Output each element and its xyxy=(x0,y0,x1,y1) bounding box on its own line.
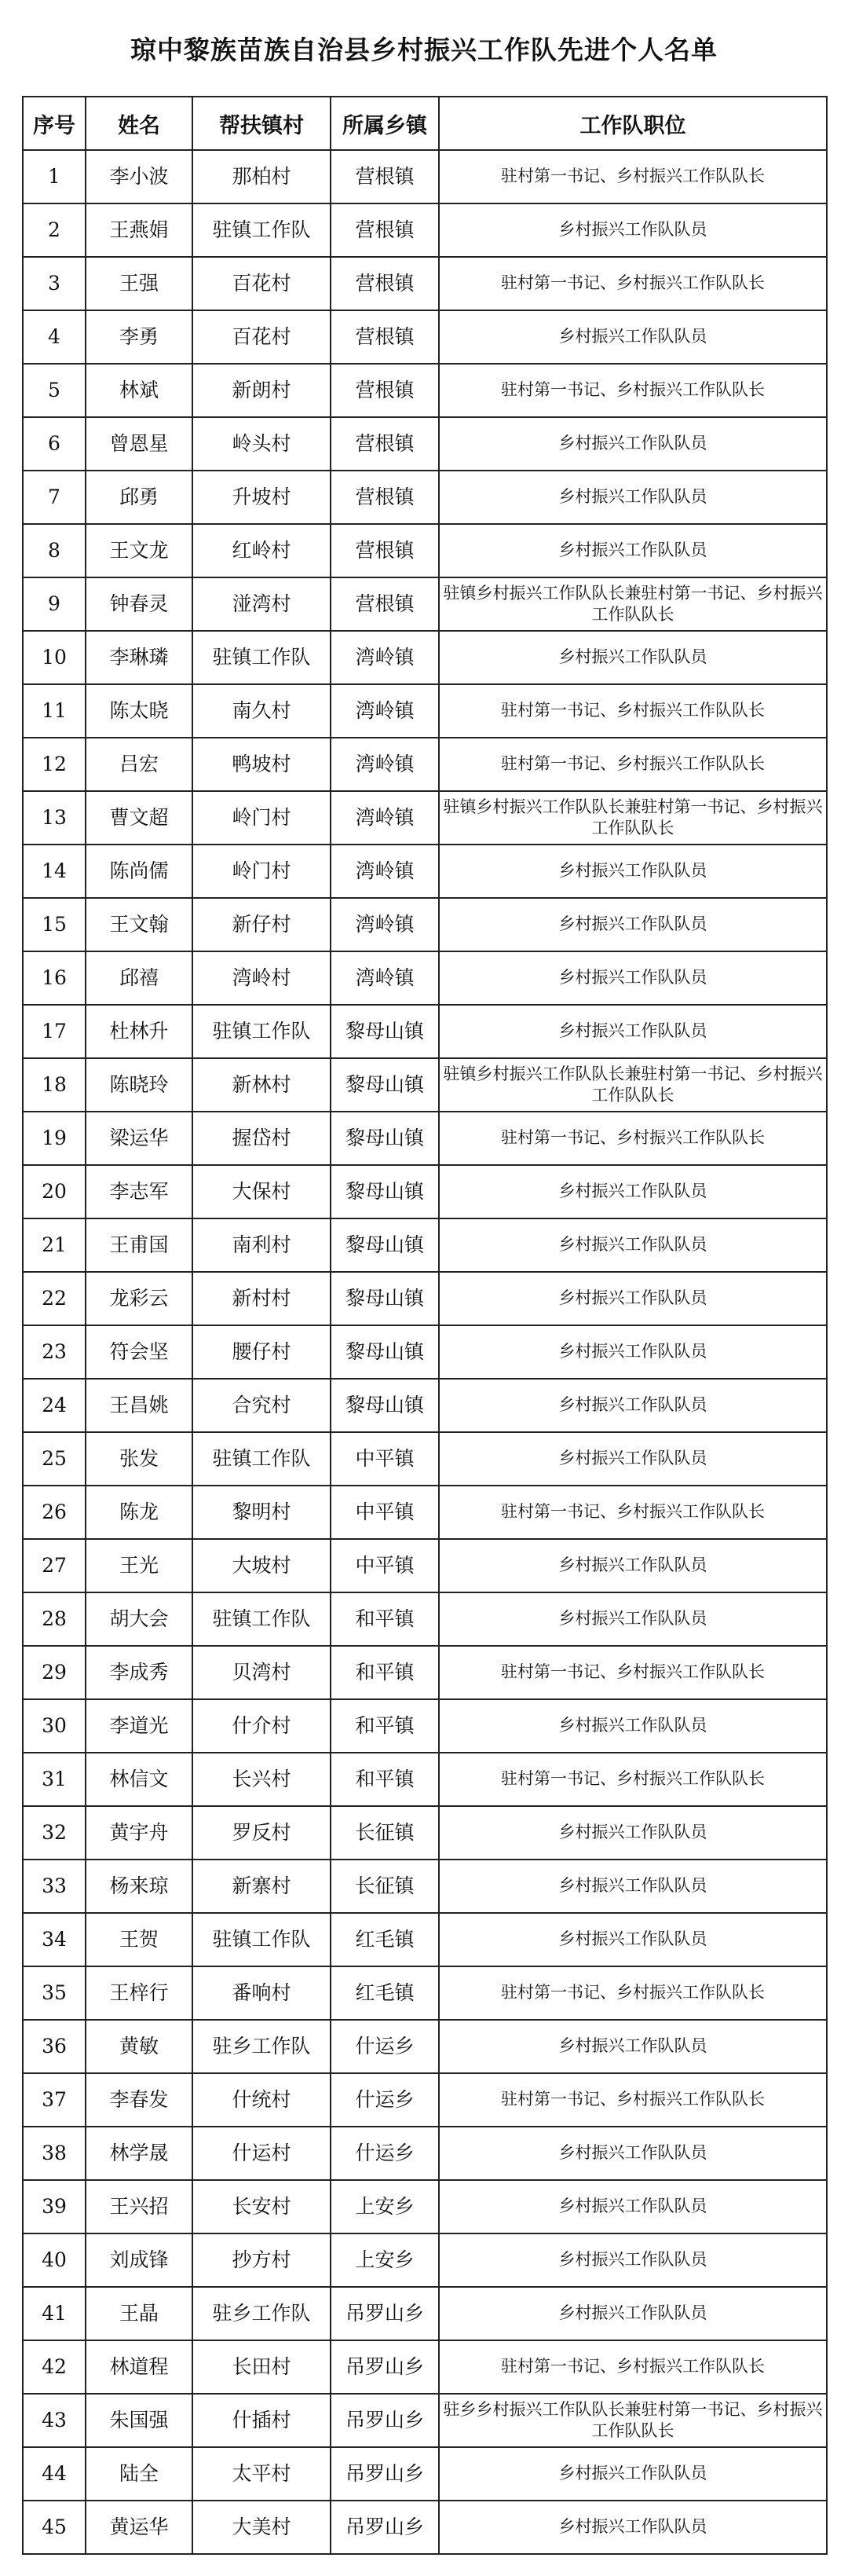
row-index: 25 xyxy=(23,1432,86,1486)
table-row xyxy=(23,2180,827,2233)
row-name: 邱勇 xyxy=(86,471,192,524)
row-index: 19 xyxy=(23,1112,86,1165)
row-village: 什运村 xyxy=(192,2127,331,2180)
row-position: 乡村振兴工作队队员 xyxy=(439,1325,827,1379)
row-position: 乡村振兴工作队队员 xyxy=(439,2020,827,2073)
row-index: 34 xyxy=(23,1913,86,1966)
row-index: 17 xyxy=(23,1005,86,1058)
row-position: 驻村第一书记、乡村振兴工作队队长 xyxy=(439,364,827,417)
row-village: 新寨村 xyxy=(192,1860,331,1913)
row-town: 营根镇 xyxy=(331,524,439,577)
table-row xyxy=(23,524,827,577)
table-row xyxy=(23,2287,827,2340)
row-town: 湾岭镇 xyxy=(331,898,439,951)
row-village: 岭门村 xyxy=(192,791,331,845)
row-index: 15 xyxy=(23,898,86,951)
row-index: 4 xyxy=(23,310,86,364)
row-town: 和平镇 xyxy=(331,1592,439,1646)
row-index: 1 xyxy=(23,150,86,203)
row-village: 驻镇工作队 xyxy=(192,631,331,684)
row-town: 营根镇 xyxy=(331,257,439,310)
row-position: 乡村振兴工作队队员 xyxy=(439,1379,827,1432)
row-name: 胡大会 xyxy=(86,1592,192,1646)
row-index: 42 xyxy=(23,2340,86,2394)
header-town: 所属乡镇 xyxy=(331,97,439,150)
table-row xyxy=(23,738,827,791)
row-position: 乡村振兴工作队队员 xyxy=(439,1913,827,1966)
row-town: 和平镇 xyxy=(331,1753,439,1806)
row-index: 21 xyxy=(23,1218,86,1272)
row-town: 营根镇 xyxy=(331,150,439,203)
row-village: 湾岭村 xyxy=(192,951,331,1005)
table-row xyxy=(23,2340,827,2394)
row-town: 营根镇 xyxy=(331,471,439,524)
row-village: 岭头村 xyxy=(192,417,331,471)
row-town: 吊罗山乡 xyxy=(331,2340,439,2394)
row-index: 6 xyxy=(23,417,86,471)
row-village: 驻镇工作队 xyxy=(192,1913,331,1966)
row-index: 31 xyxy=(23,1753,86,1806)
row-town: 黎母山镇 xyxy=(331,1218,439,1272)
table-body xyxy=(23,150,827,2554)
row-index: 16 xyxy=(23,951,86,1005)
row-position: 驻村第一书记、乡村振兴工作队队长 xyxy=(439,1966,827,2020)
row-position: 乡村振兴工作队队员 xyxy=(439,310,827,364)
row-town: 营根镇 xyxy=(331,577,439,631)
row-name: 林学晟 xyxy=(86,2127,192,2180)
advanced-individuals-table xyxy=(22,96,828,2555)
row-position: 驻镇乡村振兴工作队队长兼驻村第一书记、乡村振兴工作队队长 xyxy=(439,1058,827,1112)
row-village: 什统村 xyxy=(192,2073,331,2127)
table-row xyxy=(23,1486,827,1539)
row-position: 驻村第一书记、乡村振兴工作队队长 xyxy=(439,1753,827,1806)
row-position: 乡村振兴工作队队员 xyxy=(439,524,827,577)
row-index: 11 xyxy=(23,684,86,738)
row-name: 李小波 xyxy=(86,150,192,203)
header-index: 序号 xyxy=(23,97,86,150)
row-village: 湴湾村 xyxy=(192,577,331,631)
row-village: 番响村 xyxy=(192,1966,331,2020)
row-town: 什运乡 xyxy=(331,2073,439,2127)
table-row xyxy=(23,1165,827,1218)
row-name: 王文翰 xyxy=(86,898,192,951)
row-town: 黎母山镇 xyxy=(331,1058,439,1112)
row-index: 43 xyxy=(23,2394,86,2447)
row-name: 张发 xyxy=(86,1432,192,1486)
row-position: 驻镇乡村振兴工作队队长兼驻村第一书记、乡村振兴工作队队长 xyxy=(439,577,827,631)
row-name: 曾恩星 xyxy=(86,417,192,471)
row-town: 长征镇 xyxy=(331,1860,439,1913)
row-name: 杨来琼 xyxy=(86,1860,192,1913)
table-row xyxy=(23,1272,827,1325)
row-index: 9 xyxy=(23,577,86,631)
row-village: 长田村 xyxy=(192,2340,331,2394)
table-row xyxy=(23,1539,827,1592)
row-town: 长征镇 xyxy=(331,1806,439,1860)
row-position: 驻村第一书记、乡村振兴工作队队长 xyxy=(439,2073,827,2127)
table-row xyxy=(23,845,827,898)
row-index: 26 xyxy=(23,1486,86,1539)
table-row xyxy=(23,1646,827,1699)
row-position: 驻村第一书记、乡村振兴工作队队长 xyxy=(439,257,827,310)
row-name: 黄宇舟 xyxy=(86,1806,192,1860)
table-row xyxy=(23,2073,827,2127)
table-row xyxy=(23,1699,827,1753)
table-row xyxy=(23,1112,827,1165)
row-village: 百花村 xyxy=(192,310,331,364)
table-row xyxy=(23,1058,827,1112)
row-name: 王晶 xyxy=(86,2287,192,2340)
row-position: 驻村第一书记、乡村振兴工作队队长 xyxy=(439,684,827,738)
row-position: 乡村振兴工作队队员 xyxy=(439,1699,827,1753)
row-village: 那柏村 xyxy=(192,150,331,203)
row-position: 乡村振兴工作队队员 xyxy=(439,2233,827,2287)
row-village: 南久村 xyxy=(192,684,331,738)
row-name: 林道程 xyxy=(86,2340,192,2394)
row-village: 抄方村 xyxy=(192,2233,331,2287)
header-village: 帮扶镇村 xyxy=(192,97,331,150)
row-name: 陆全 xyxy=(86,2447,192,2501)
row-name: 王甫国 xyxy=(86,1218,192,1272)
row-village: 岭门村 xyxy=(192,845,331,898)
row-town: 吊罗山乡 xyxy=(331,2447,439,2501)
table-row xyxy=(23,1966,827,2020)
row-village: 长兴村 xyxy=(192,1753,331,1806)
row-position: 乡村振兴工作队队员 xyxy=(439,2447,827,2501)
row-index: 37 xyxy=(23,2073,86,2127)
row-name: 李勇 xyxy=(86,310,192,364)
table-row xyxy=(23,417,827,471)
row-village: 新林村 xyxy=(192,1058,331,1112)
row-name: 王文龙 xyxy=(86,524,192,577)
table-row xyxy=(23,631,827,684)
row-position: 乡村振兴工作队队员 xyxy=(439,2501,827,2554)
row-index: 13 xyxy=(23,791,86,845)
row-name: 龙彩云 xyxy=(86,1272,192,1325)
table-row xyxy=(23,1218,827,1272)
row-village: 大坡村 xyxy=(192,1539,331,1592)
row-village: 驻乡工作队 xyxy=(192,2020,331,2073)
row-index: 22 xyxy=(23,1272,86,1325)
row-name: 王燕娟 xyxy=(86,203,192,257)
table-row xyxy=(23,1806,827,1860)
row-index: 8 xyxy=(23,524,86,577)
row-position: 乡村振兴工作队队员 xyxy=(439,1005,827,1058)
row-index: 44 xyxy=(23,2447,86,2501)
row-name: 陈太晓 xyxy=(86,684,192,738)
row-position: 乡村振兴工作队队员 xyxy=(439,1272,827,1325)
row-name: 钟春灵 xyxy=(86,577,192,631)
row-position: 乡村振兴工作队队员 xyxy=(439,951,827,1005)
row-position: 乡村振兴工作队队员 xyxy=(439,631,827,684)
row-village: 驻镇工作队 xyxy=(192,203,331,257)
row-position: 驻村第一书记、乡村振兴工作队队长 xyxy=(439,1486,827,1539)
row-village: 南利村 xyxy=(192,1218,331,1272)
row-village: 驻镇工作队 xyxy=(192,1005,331,1058)
row-position: 乡村振兴工作队队员 xyxy=(439,2287,827,2340)
row-village: 驻镇工作队 xyxy=(192,1592,331,1646)
row-name: 曹文超 xyxy=(86,791,192,845)
row-position: 驻村第一书记、乡村振兴工作队队长 xyxy=(439,1112,827,1165)
row-position: 驻村第一书记、乡村振兴工作队队长 xyxy=(439,2340,827,2394)
row-town: 湾岭镇 xyxy=(331,631,439,684)
row-index: 28 xyxy=(23,1592,86,1646)
table-row xyxy=(23,951,827,1005)
table-row xyxy=(23,898,827,951)
row-town: 营根镇 xyxy=(331,310,439,364)
row-name: 杜林升 xyxy=(86,1005,192,1058)
row-position: 乡村振兴工作队队员 xyxy=(439,1592,827,1646)
row-position: 乡村振兴工作队队员 xyxy=(439,1218,827,1272)
table-row xyxy=(23,577,827,631)
row-village: 握岱村 xyxy=(192,1112,331,1165)
row-town: 吊罗山乡 xyxy=(331,2287,439,2340)
row-name: 符会坚 xyxy=(86,1325,192,1379)
row-index: 23 xyxy=(23,1325,86,1379)
row-index: 18 xyxy=(23,1058,86,1112)
row-index: 20 xyxy=(23,1165,86,1218)
row-village: 升坡村 xyxy=(192,471,331,524)
row-index: 30 xyxy=(23,1699,86,1753)
row-village: 百花村 xyxy=(192,257,331,310)
table-row xyxy=(23,203,827,257)
row-town: 黎母山镇 xyxy=(331,1272,439,1325)
row-position: 乡村振兴工作队队员 xyxy=(439,203,827,257)
row-position: 乡村振兴工作队队员 xyxy=(439,417,827,471)
row-name: 王兴招 xyxy=(86,2180,192,2233)
row-name: 林信文 xyxy=(86,1753,192,1806)
row-town: 营根镇 xyxy=(331,417,439,471)
row-town: 湾岭镇 xyxy=(331,791,439,845)
row-village: 腰仔村 xyxy=(192,1325,331,1379)
table-row xyxy=(23,2233,827,2287)
row-town: 黎母山镇 xyxy=(331,1379,439,1432)
row-index: 7 xyxy=(23,471,86,524)
row-town: 中平镇 xyxy=(331,1432,439,1486)
row-name: 陈晓玲 xyxy=(86,1058,192,1112)
row-town: 营根镇 xyxy=(331,364,439,417)
row-village: 合究村 xyxy=(192,1379,331,1432)
row-town: 什运乡 xyxy=(331,2127,439,2180)
row-position: 驻村第一书记、乡村振兴工作队队长 xyxy=(439,1646,827,1699)
table-row xyxy=(23,1432,827,1486)
row-name: 朱国强 xyxy=(86,2394,192,2447)
row-village: 罗反村 xyxy=(192,1806,331,1860)
row-index: 5 xyxy=(23,364,86,417)
row-position: 驻镇乡村振兴工作队队长兼驻村第一书记、乡村振兴工作队队长 xyxy=(439,791,827,845)
row-name: 李春发 xyxy=(86,2073,192,2127)
row-index: 41 xyxy=(23,2287,86,2340)
row-name: 黄敏 xyxy=(86,2020,192,2073)
row-town: 黎母山镇 xyxy=(331,1005,439,1058)
row-position: 乡村振兴工作队队员 xyxy=(439,1432,827,1486)
table-row xyxy=(23,2127,827,2180)
row-name: 刘成锋 xyxy=(86,2233,192,2287)
row-town: 湾岭镇 xyxy=(331,738,439,791)
row-name: 王贺 xyxy=(86,1913,192,1966)
table-row xyxy=(23,1592,827,1646)
row-name: 李成秀 xyxy=(86,1646,192,1699)
table-row xyxy=(23,150,827,203)
table-row xyxy=(23,310,827,364)
row-name: 邱禧 xyxy=(86,951,192,1005)
row-village: 新村村 xyxy=(192,1272,331,1325)
row-town: 黎母山镇 xyxy=(331,1112,439,1165)
table-row xyxy=(23,1860,827,1913)
row-name: 王光 xyxy=(86,1539,192,1592)
row-position: 驻村第一书记、乡村振兴工作队队长 xyxy=(439,150,827,203)
table-row xyxy=(23,257,827,310)
row-town: 湾岭镇 xyxy=(331,684,439,738)
row-name: 李志军 xyxy=(86,1165,192,1218)
row-position: 乡村振兴工作队队员 xyxy=(439,1806,827,1860)
row-town: 黎母山镇 xyxy=(331,1325,439,1379)
row-town: 湾岭镇 xyxy=(331,845,439,898)
row-name: 李道光 xyxy=(86,1699,192,1753)
row-town: 湾岭镇 xyxy=(331,951,439,1005)
row-town: 黎母山镇 xyxy=(331,1165,439,1218)
row-position: 乡村振兴工作队队员 xyxy=(439,471,827,524)
row-name: 王梓行 xyxy=(86,1966,192,2020)
row-town: 和平镇 xyxy=(331,1699,439,1753)
row-town: 吊罗山乡 xyxy=(331,2394,439,2447)
table-row xyxy=(23,471,827,524)
row-village: 驻乡工作队 xyxy=(192,2287,331,2340)
row-village: 大保村 xyxy=(192,1165,331,1218)
row-name: 陈龙 xyxy=(86,1486,192,1539)
table-row xyxy=(23,684,827,738)
row-index: 38 xyxy=(23,2127,86,2180)
row-village: 红岭村 xyxy=(192,524,331,577)
row-village: 黎明村 xyxy=(192,1486,331,1539)
row-village: 新朗村 xyxy=(192,364,331,417)
table-row xyxy=(23,2394,827,2447)
row-index: 35 xyxy=(23,1966,86,2020)
row-position: 驻乡乡村振兴工作队队长兼驻村第一书记、乡村振兴工作队队长 xyxy=(439,2394,827,2447)
row-index: 12 xyxy=(23,738,86,791)
row-position: 乡村振兴工作队队员 xyxy=(439,2180,827,2233)
row-name: 李琳璘 xyxy=(86,631,192,684)
row-town: 中平镇 xyxy=(331,1486,439,1539)
table-row xyxy=(23,2020,827,2073)
row-town: 和平镇 xyxy=(331,1646,439,1699)
row-position: 驻村第一书记、乡村振兴工作队队长 xyxy=(439,738,827,791)
row-village: 长安村 xyxy=(192,2180,331,2233)
table-row xyxy=(23,1379,827,1432)
row-town: 中平镇 xyxy=(331,1539,439,1592)
row-name: 王昌姚 xyxy=(86,1379,192,1432)
table-row xyxy=(23,364,827,417)
row-index: 24 xyxy=(23,1379,86,1432)
row-town: 红毛镇 xyxy=(331,1913,439,1966)
row-index: 39 xyxy=(23,2180,86,2233)
row-name: 梁运华 xyxy=(86,1112,192,1165)
row-name: 吕宏 xyxy=(86,738,192,791)
row-index: 14 xyxy=(23,845,86,898)
row-index: 40 xyxy=(23,2233,86,2287)
row-index: 2 xyxy=(23,203,86,257)
row-position: 乡村振兴工作队队员 xyxy=(439,898,827,951)
row-village: 太平村 xyxy=(192,2447,331,2501)
document-title: 琼中黎族苗族自治县乡村振兴工作队先进个人名单 xyxy=(130,35,718,65)
row-index: 3 xyxy=(23,257,86,310)
row-town: 红毛镇 xyxy=(331,1966,439,2020)
row-position: 乡村振兴工作队队员 xyxy=(439,1539,827,1592)
row-index: 32 xyxy=(23,1806,86,1860)
header-name: 姓名 xyxy=(86,97,192,150)
table-row xyxy=(23,1005,827,1058)
row-index: 36 xyxy=(23,2020,86,2073)
row-index: 10 xyxy=(23,631,86,684)
row-name: 林斌 xyxy=(86,364,192,417)
table-row xyxy=(23,2501,827,2554)
table-row xyxy=(23,1325,827,1379)
row-name: 王强 xyxy=(86,257,192,310)
row-position: 乡村振兴工作队队员 xyxy=(439,1860,827,1913)
row-village: 什介村 xyxy=(192,1699,331,1753)
row-town: 上安乡 xyxy=(331,2233,439,2287)
row-index: 29 xyxy=(23,1646,86,1699)
row-village: 大美村 xyxy=(192,2501,331,2554)
row-town: 营根镇 xyxy=(331,203,439,257)
row-village: 什插村 xyxy=(192,2394,331,2447)
table-row xyxy=(23,791,827,845)
row-position: 乡村振兴工作队队员 xyxy=(439,845,827,898)
row-name: 陈尚儒 xyxy=(86,845,192,898)
row-town: 上安乡 xyxy=(331,2180,439,2233)
table-row xyxy=(23,1913,827,1966)
row-name: 黄运华 xyxy=(86,2501,192,2554)
table-row xyxy=(23,1753,827,1806)
row-index: 33 xyxy=(23,1860,86,1913)
row-town: 什运乡 xyxy=(331,2020,439,2073)
header-position: 工作队职位 xyxy=(439,97,827,150)
table-row xyxy=(23,2447,827,2501)
row-index: 45 xyxy=(23,2501,86,2554)
row-position: 乡村振兴工作队队员 xyxy=(439,1165,827,1218)
row-town: 吊罗山乡 xyxy=(331,2501,439,2554)
row-index: 27 xyxy=(23,1539,86,1592)
row-village: 鸭坡村 xyxy=(192,738,331,791)
table-header-row xyxy=(23,97,827,150)
row-village: 新仔村 xyxy=(192,898,331,951)
row-village: 驻镇工作队 xyxy=(192,1432,331,1486)
row-position: 乡村振兴工作队队员 xyxy=(439,2127,827,2180)
row-village: 贝湾村 xyxy=(192,1646,331,1699)
